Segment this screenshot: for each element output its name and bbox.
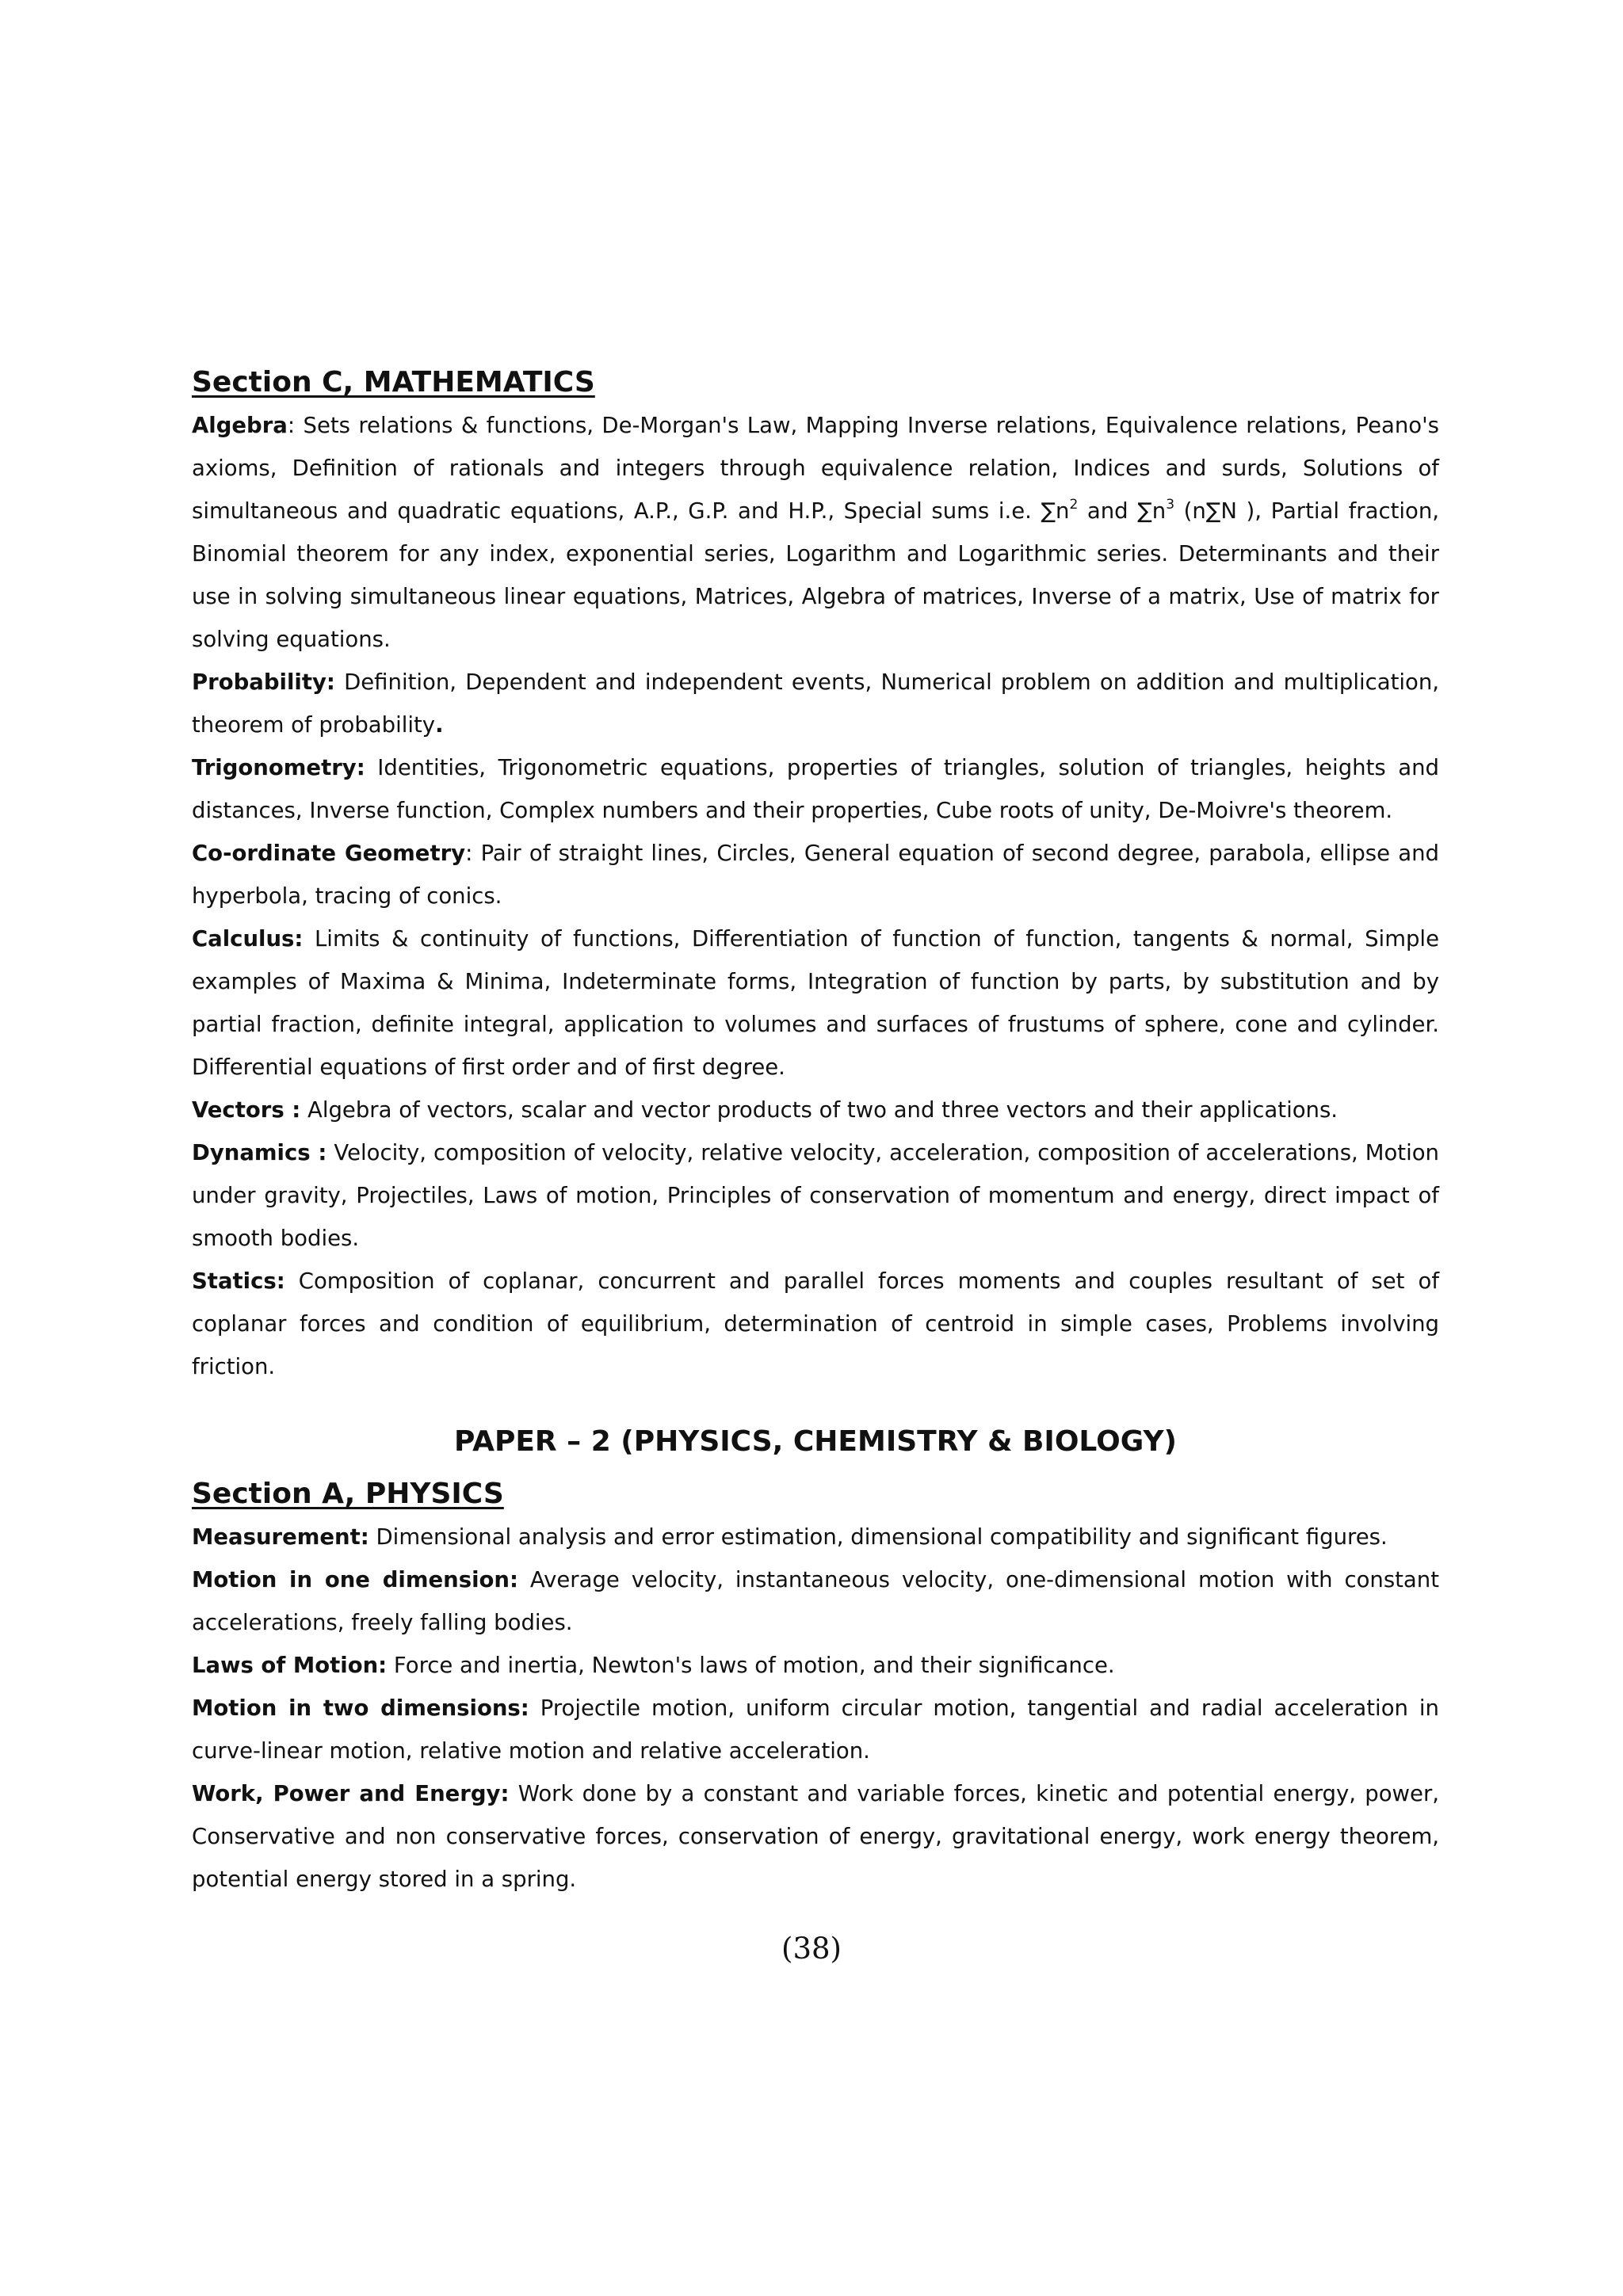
topic-vectors bbox=[192, 1089, 1439, 1131]
topic-title-algebra: Algebra bbox=[192, 413, 288, 438]
topic-title-coordinate-geometry: Co-ordinate Geometry bbox=[192, 841, 466, 866]
topic-motion-one-dimension bbox=[192, 1558, 1439, 1644]
topic-text-trigonometry: Identities, Trigonometric equations, properties of triangles, solution of triangles, heights and distances, Inverse function, Complex numbers and their properties, Cube roots of unity, De-Moivre's theorem. bbox=[192, 755, 1439, 823]
topic-motion-two-dimensions bbox=[192, 1687, 1439, 1772]
topic-title-motion-two-dimensions: Motion in two dimensions: bbox=[192, 1695, 529, 1721]
topic-title-work-power-energy: Work, Power and Energy: bbox=[192, 1781, 510, 1806]
topic-measurement bbox=[192, 1516, 1439, 1558]
topic-text-dynamics: Velocity, composition of velocity, relative velocity, acceleration, composition of accelerations, Motion under gravity, Projectiles, Laws of motion, Principles of conservation of momentum and energy, direct impact of smooth bodies. bbox=[192, 1140, 1439, 1251]
topic-laws-of-motion bbox=[192, 1644, 1439, 1687]
topic-text-algebra-part3: (n∑N ), Partial fraction, Binomial theorem for any index, exponential series, Logarithm and Logarithmic series. Determinants and their use in solving simultaneous linear equations, Matrices, Algebra of matrices, Inverse of a matrix, Use of matrix for solving equations. bbox=[192, 498, 1440, 652]
topic-text-algebra-part2: and ∑n bbox=[1078, 498, 1167, 524]
topic-text-motion-one-dimension: Average velocity, instantaneous velocity, one-dimensional motion with constant accelerations, freely falling bodies. bbox=[192, 1567, 1439, 1635]
topic-title-laws-of-motion: Laws of Motion: bbox=[192, 1653, 388, 1678]
topic-trigonometry bbox=[192, 746, 1439, 832]
paper-2-heading: PAPER – 2 (PHYSICS, CHEMISTRY & BIOLOGY) bbox=[454, 1425, 1177, 1458]
topic-text-statics: Composition of coplanar, concurrent and parallel forces moments and couples resultant of set of coplanar forces and condition of equilibrium, determination of centroid in simple cases, Problems involving friction. bbox=[192, 1268, 1439, 1379]
math-section-heading: Section C, MATHEMATICS bbox=[192, 366, 595, 399]
topic-text-measurement: Dimensional analysis and error estimation, dimensional compatibility and significant figures. bbox=[369, 1524, 1388, 1550]
topic-calculus bbox=[192, 917, 1439, 1089]
topic-dynamics bbox=[192, 1131, 1439, 1260]
topic-title-trigonometry: Trigonometry: bbox=[192, 755, 365, 780]
topic-text-motion-two-dimensions: Projectile motion, uniform circular motion, tangential and radial acceleration in curve-linear motion, relative motion and relative acceleration. bbox=[192, 1695, 1439, 1764]
topic-title-calculus: Calculus: bbox=[192, 926, 304, 952]
topic-algebra bbox=[192, 404, 1439, 661]
topic-text-probability: Definition, Dependent and independent events, Numerical problem on addition and multiplication, theorem of probability bbox=[192, 669, 1439, 738]
topic-title-dynamics: Dynamics : bbox=[192, 1140, 327, 1165]
physics-section-heading: Section A, PHYSICS bbox=[192, 1478, 504, 1510]
topic-text-calculus: Limits & continuity of functions, Differentiation of function of function, tangents & normal, Simple examples of Maxima & Minima, Indeterminate forms, Integration of function by parts, by substitution and by partial fraction, definite integral, application to volumes and surfaces of frustums of sphere, cone and cylinder. Differential equations of first order and of first degree. bbox=[192, 926, 1439, 1080]
topic-text-algebra-part1: Sets relations & functions, De-Morgan's Law, Mapping Inverse relations, Equivalence relations, Peano's axioms, Definition of rationals and integers through equivalence relation, Indices and surds, Solutions of simultaneous and quadratic equations, A.P., G.P. and H.P., Special sums i.e. ∑n bbox=[192, 413, 1439, 524]
topic-text-work-power-energy: Work done by a constant and variable forces, kinetic and potential energy, power, Conservative and non conservative forces, conservation of energy, gravitational energy, work energy theorem, potential energy stored in a spring. bbox=[192, 1781, 1439, 1892]
topic-probability bbox=[192, 661, 1439, 746]
topic-title-probability: Probability: bbox=[192, 669, 335, 695]
topic-statics bbox=[192, 1260, 1439, 1388]
page-number: (38) bbox=[781, 1932, 842, 1966]
topic-title-motion-one-dimension: Motion in one dimension: bbox=[192, 1567, 518, 1592]
topic-title-vectors: Vectors : bbox=[192, 1097, 301, 1123]
topic-separator: : bbox=[287, 413, 304, 438]
topic-text-coordinate-geometry: : Pair of straight lines, Circles, General equation of second degree, parabola, ellipse and hyperbola, tracing of conics. bbox=[192, 841, 1439, 909]
topic-text-laws-of-motion: Force and inertia, Newton's laws of motion, and their significance. bbox=[387, 1653, 1115, 1678]
topic-title-statics: Statics: bbox=[192, 1268, 285, 1294]
superscript-two: 2 bbox=[1069, 497, 1079, 513]
page-content bbox=[192, 361, 1439, 1901]
topic-text-vectors: Algebra of vectors, scalar and vector products of two and three vectors and their applications. bbox=[300, 1097, 1338, 1123]
topic-coordinate-geometry bbox=[192, 832, 1439, 917]
superscript-three: 3 bbox=[1166, 497, 1175, 513]
topic-end-period: . bbox=[435, 712, 444, 738]
topic-work-power-energy bbox=[192, 1772, 1439, 1901]
topic-title-measurement: Measurement: bbox=[192, 1524, 369, 1550]
